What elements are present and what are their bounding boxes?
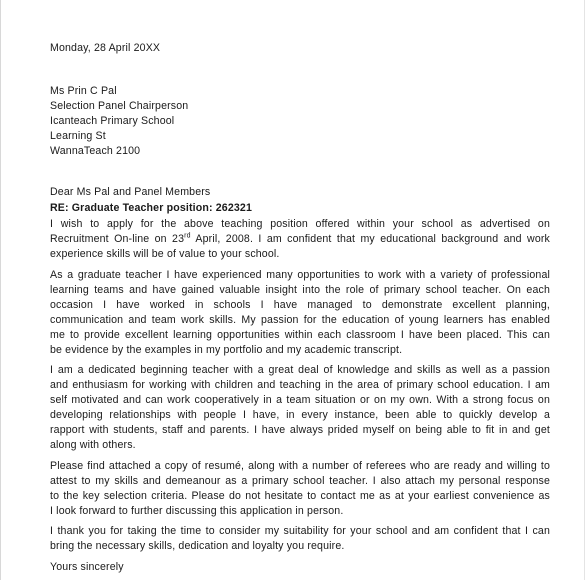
paragraph-line: be evidence by the examples in my portfolio and my academic transcript. xyxy=(50,343,403,356)
paragraph-line: developing relationships with people I have, in every instance, been able to quickly develop a xyxy=(50,409,550,422)
paragraph-line: I am a dedicated beginning teacher with a great deal of knowledge and skills as well as a passion xyxy=(50,364,550,377)
paragraph-line: experience skills will be of value to your school. xyxy=(50,248,280,261)
paragraph-line: As a graduate teacher I have experienced many opportunities to work with a variety of professional xyxy=(50,268,550,281)
paragraph-1 xyxy=(50,217,550,262)
paragraph-line: along with others. xyxy=(50,438,136,451)
paragraph-line: I look forward to further discussing this application in person. xyxy=(50,504,344,517)
paragraph-3 xyxy=(50,363,550,452)
cover-letter xyxy=(50,41,550,575)
salutation: Dear Ms Pal and Panel Members xyxy=(50,186,211,199)
recipient-city: WannaTeach 2100 xyxy=(50,144,141,157)
closing: Yours sincerely xyxy=(50,561,124,574)
paragraph-line: learning teams and have gained valuable insight into the role of primary school teacher. On each xyxy=(50,283,550,296)
paragraph-line: communication and team work skills. My passion for the education of young learners has enabled xyxy=(50,313,550,326)
paragraph-line xyxy=(50,232,550,247)
paragraph-line: I thank you for taking the time to consider my suitability for your school and am confident that I can xyxy=(50,525,550,538)
paragraph-line: I wish to apply for the above teaching position offered within your school as advertised on xyxy=(50,218,550,231)
text-run: April, 2008. I am confident that my educational background and work xyxy=(190,233,551,246)
paragraph-line: rapport with students, staff and parents. I have always prided myself on being able to fit in and get xyxy=(50,424,550,437)
paragraph-line: to the key selection criteria. Please do not hesitate to contact me as at your earliest convenience as xyxy=(50,489,550,502)
subject-line: RE: Graduate Teacher position: 262321 xyxy=(50,202,252,215)
paragraph-4 xyxy=(50,459,550,519)
paragraph-line: occasion I have worked in schools I have managed to demonstrate excellent planning, xyxy=(50,298,550,311)
paragraph-line: me to provide excellent learning opportunities within each classroom I have been placed. This can xyxy=(50,328,550,341)
paragraph-line: self motivated and can work cooperatively in a team situation or on my own. With a strong focus on xyxy=(50,394,550,407)
recipient-school: Icanteach Primary School xyxy=(50,114,175,127)
recipient-name: Ms Prin C Pal xyxy=(50,84,117,97)
paragraph-line: bring the necessary skills, dedication and loyalty you require. xyxy=(50,540,345,553)
letter-date: Monday, 28 April 20XX xyxy=(50,42,161,54)
paragraph-line: and enthusiasm for working with children and teaching in the area of primary school education. I am xyxy=(50,379,550,392)
paragraph-line: attest to my skills and demeanour as a primary school teacher. I also attach my personal response xyxy=(50,474,550,487)
ordinal-suffix: rd xyxy=(184,232,191,240)
text-run: Recruitment On-line on 23 xyxy=(50,233,185,246)
recipient-address xyxy=(50,84,550,159)
recipient-street: Learning St xyxy=(50,129,106,142)
paragraph-2 xyxy=(50,268,550,357)
recipient-title: Selection Panel Chairperson xyxy=(50,99,189,112)
paragraph-line: Please find attached a copy of resumé, along with a number of referees who are ready and willing to xyxy=(50,459,550,472)
paragraph-5 xyxy=(50,524,550,554)
